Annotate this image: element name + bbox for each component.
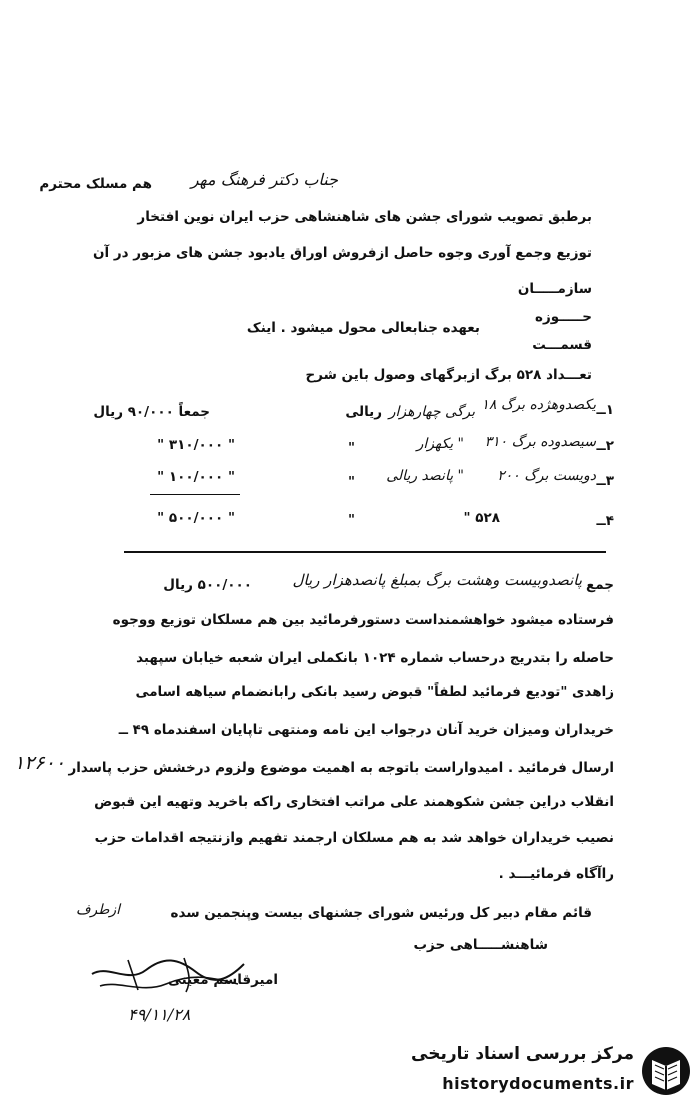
count-line: تعـــداد ۵۲۸ برگ ازبرگهای وصول باین شرح — [305, 367, 592, 383]
sum-amount: ۵۰۰/۰۰۰ ریال — [163, 577, 252, 593]
row-unit-label: " — [347, 440, 355, 456]
row-unit: برگی چهارهزار — [388, 404, 475, 420]
salutation-printed: هم مسلک محترم — [39, 176, 152, 192]
row-index: ۲ــ — [596, 438, 614, 454]
body-line-8: راآگاه فرمائیـــد . — [498, 866, 614, 882]
row-index: ۱ــ — [596, 402, 614, 418]
row-qty: ۵۲۸ " — [463, 510, 500, 526]
row-unit-label: " — [347, 474, 355, 490]
signature-prefix: ازطرف — [75, 902, 120, 918]
book-logo-icon — [640, 1042, 692, 1100]
para1-line2: توزیع وجمع آوری وجوه حاصل ازفروش اوراق یادبود جشن های مزبور در آن — [93, 245, 592, 261]
row-unit: " پانصد ریالی — [386, 468, 464, 484]
table-divider — [124, 551, 606, 553]
row-unit-label: ریالی — [345, 404, 382, 420]
row-qty: دویست برگ ۲۰۰ — [497, 468, 596, 484]
assigned-line: بعهده جنابعالی محول میشود . اینک — [246, 320, 480, 336]
row-total: " ۳۱۰/۰۰۰ " — [157, 437, 235, 453]
body-line-1: فرستاده میشود خواهشمنداست دستورفرمائید بین هم مسلکان توزیع ووجوه — [112, 612, 614, 628]
body-line-4: خریداران ومیزان خرید آنان درجواب این نامه ومنتهی تاپایان اسفندماه ۴۹ ــ — [118, 722, 614, 738]
row-unit-label: " — [347, 512, 355, 528]
row-unit: " یکهزار — [416, 436, 464, 452]
org-label-hozeh: حـــــوزه — [534, 309, 592, 325]
row-index: ۴ــ — [596, 513, 614, 529]
sum-handwritten: پانصدوبیست وهشت برگ بمبلغ پانصدهزار ریال — [292, 571, 582, 589]
org-label-ghesmat: قسمـــت — [532, 337, 592, 353]
footer-url: historydocuments.ir — [442, 1074, 634, 1093]
body-line-6: انقلاب دراین جشن شکوهمند علی مراتب افتخاری راکه باخرید وتهیه این قبوض — [94, 794, 614, 810]
sum-label: جمع — [585, 577, 614, 593]
row-total: جمعاً ۹۰/۰۰۰ ریال — [93, 404, 210, 420]
row-total: " ۱۰۰/۰۰۰ " — [157, 469, 235, 485]
row-total: " ۵۰۰/۰۰۰ " — [157, 510, 235, 526]
signature-date: ۴۹/۱۱/۲۸ — [128, 1005, 191, 1024]
signature-name: امیرقاسم معینی — [167, 972, 278, 988]
body-line-3: زاهدی "تودیع فرمائید لطفاً" قبوض رسید بانکی رابانضمام سیاهه اسامی — [135, 684, 614, 700]
para1-line1: برطبق تصویب شورای جشن های شاهنشاهی حزب ایران نوین افتخار — [137, 209, 592, 225]
row-qty: سیصدوده برگ ۳۱۰ — [484, 434, 596, 450]
total-underline — [150, 494, 240, 495]
salutation-handwritten: جناب دکتر فرهنگ مهر — [190, 170, 338, 189]
org-label-sazman: سازمـــــان — [517, 281, 592, 297]
body-line-5: ارسال فرمائید . امیدواراست باتوجه به اهمیت موضوع ولزوم درخشش حزب پاسدار — [68, 760, 614, 776]
body-line-2: حاصله را بتدریج درحساب شماره ۱۰۲۴ بانکملی ایران شعبه خیابان سپهبد — [136, 650, 614, 666]
footer-watermark — [402, 1040, 692, 1102]
signature-title-2: شاهنشـــــاهی حزب — [413, 937, 548, 953]
row-index: ۳ــ — [596, 473, 614, 489]
signature-title-1: قائم مقام دبیر کل ورئیس شورای جشنهای بیست وپنجمین سده — [170, 905, 592, 921]
row-qty: یکصدوهژده برگ ۱۸ — [481, 397, 596, 413]
margin-note: ۱۲۶۰۰ — [14, 752, 66, 774]
footer-org-name: مرکز بررسی اسناد تاریخی — [411, 1044, 634, 1064]
body-line-7: نصیب خریداران خواهد شد به هم مسلکان ارجمند تفهیم وازنتیجه اقدامات حزب — [94, 830, 614, 846]
